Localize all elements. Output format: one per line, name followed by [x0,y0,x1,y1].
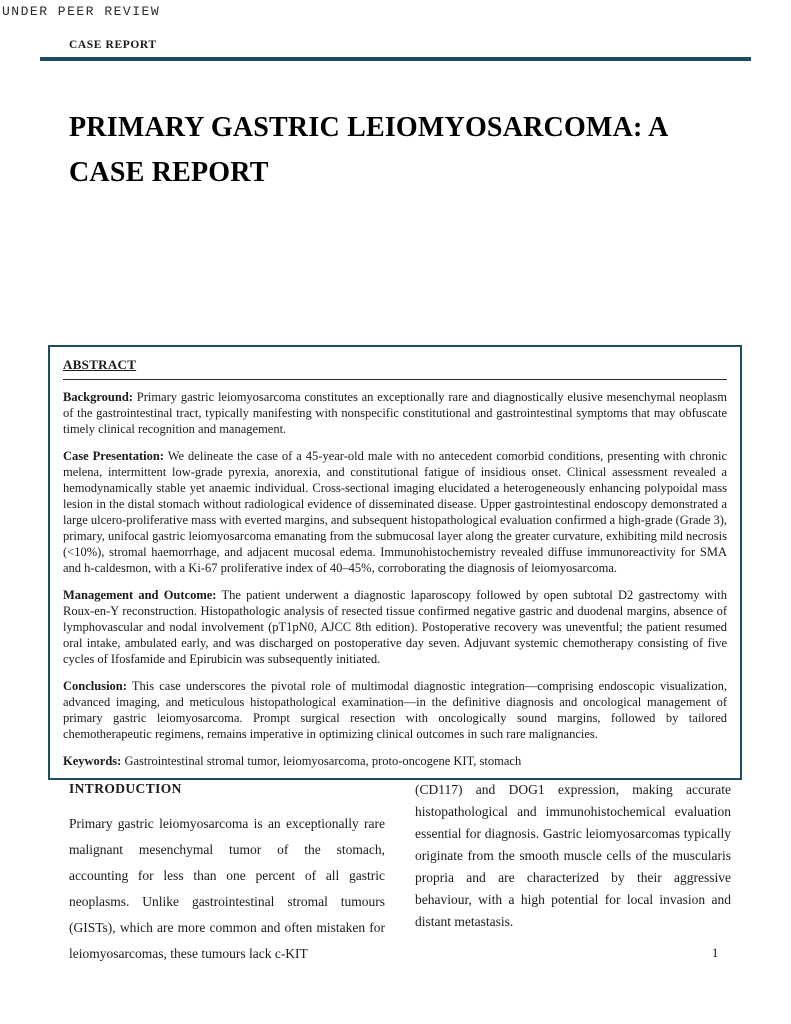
page-title: PRIMARY GASTRIC LEIOMYOSARCOMA: A CASE REPORT [69,111,668,189]
abstract-paragraph-conclusion [63,678,727,742]
abstract-text-background: Primary gastric leiomyosarcoma constitutes an exceptionally rare and diagnostically elusive mesenchymal neoplasm of the gastrointestinal tract, typically manifesting with nonspecific constitutional and gastrointestinal symptoms that may obfuscate timely clinical recognition and management. [63,390,728,436]
abstract-text-case-presentation: We delineate the case of a 45-year-old male with no antecedent comorbid conditions, presenting with chronic melena, intermittent low-grade pyrexia, anorexia, and constitutional fatigue of insidious onset. Clinical assessment revealed a hemodynamically stable yet anaemic individual. Cross-sectional imaging elucidated a heterogeneously enhancing polypoidal mass lesion in the distal stomach without radiological evidence of disseminated disease. Upper gastrointestinal endoscopy demonstrated a large ulcero-proliferative mass with everted margins, and subsequent histopathological evaluation confirmed a high-grade (Grade 3), primary, unifocal gastric leiomyosarcoma emanating from the submucosal layer along the greater curvature, exhibiting mild necrosis (<10%), stromal haemorrhage, and adjacent mucosal edema. Immunohistochemistry revealed diffuse immunoreactivity for SMA and h-caldesmon, with a Ki-67 proliferative index of 40–45%, corroborating the diagnosis of leiomyosarcoma. [63,449,727,575]
introduction-heading: INTRODUCTION [69,781,182,796]
abstract-text-management-outcome: The patient underwent a diagnostic laparoscopy followed by open subtotal D2 gastrectomy with Roux-en-Y reconstruction. Histopathologic analysis of resected tissue confirmed negative gastric and duodenal margins, absence of lymphovascular and nodal involvement (pT1pN0, AJCC 8th edition). Postoperative recovery was uneventful; the patient resumed oral intake, ambulated early, and was discharged on postoperative day seven. Adjuvant systemic chemotherapy consisting of five cycles of Ifosfamide and Epirubicin was subsequently initiated. [63,588,727,666]
right-column [415,779,731,966]
abstract-label-case-presentation: Case Presentation: [63,449,164,463]
introduction-text-right: (CD117) and DOG1 expression, making accurate histopathological and immunohistochemical evaluation essential for diagnosis. Gastric leiomyosarcomas typically originate from the smooth muscle cells of the muscularis propria and are characterized by their aggressive behaviour, with a high potential for local invasion and distant metastasis. [415,782,731,929]
article-type-label: CASE REPORT [69,39,157,51]
page-number: 1 [712,946,719,960]
left-column [69,779,385,966]
keywords-label: Keywords: [63,754,122,768]
abstract-paragraph-case-presentation [63,448,727,576]
abstract-paragraph-management-outcome [63,587,727,667]
peer-review-watermark: UNDER PEER REVIEW [2,4,161,19]
abstract-label-management-outcome: Management and Outcome: [63,588,217,602]
abstract-label-conclusion: Conclusion: [63,679,127,693]
abstract-heading: ABSTRACT [63,357,137,372]
body-columns [69,779,731,966]
abstract-heading-row [63,356,727,380]
abstract-label-background: Background: [63,390,133,404]
abstract-text-conclusion: This case underscores the pivotal role of multimodal diagnostic integration—comprising endoscopic visualization, advanced imaging, and meticulous histopathological examination—in the definitive diagnosis and oncological management of primary gastric leiomyosarcoma. Prompt surgical resection with oncologically sound margins, followed by tailored chemotherapeutic regimens, remains imperative in optimizing clinical outcomes in such rare malignancies. [63,679,727,741]
header-rule [40,57,751,61]
introduction-text-left: Primary gastric leiomyosarcoma is an exceptionally rare malignant mesenchymal tumor of the stomach, accounting for less than one percent of all gastric neoplasms. Unlike gastrointestinal stromal tumours (GISTs), which are more common and often mistaken for leiomyosarcomas, these tumours lack c-KIT [69,816,385,961]
abstract-box [48,345,742,780]
keywords-line [63,753,727,769]
abstract-paragraph-background [63,389,727,437]
keywords-text: Gastrointestinal stromal tumor, leiomyosarcoma, proto-oncogene KIT, stomach [124,754,522,768]
